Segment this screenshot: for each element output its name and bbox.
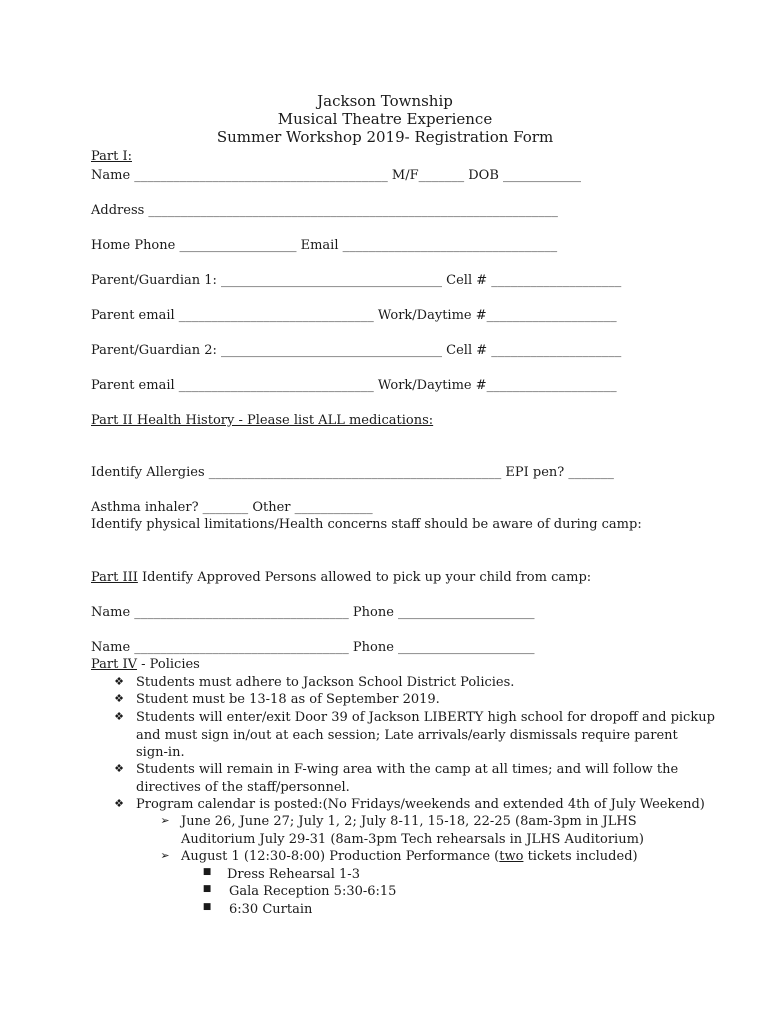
header-township: Jackson Township <box>317 92 453 110</box>
header-program: Musical Theatre Experience <box>277 110 493 128</box>
calendar-dates-line1: June 26, June 27; July 1, 2; July 8-11, 15-18, 22-25 (8am-3pm in JLHS <box>181 814 637 829</box>
calendar-dates-line2: Auditorium July 29-31 (8am-3pm Tech rehearsals in JLHS Auditorium) <box>181 832 644 847</box>
part4-text: - Policies <box>137 657 200 672</box>
schedule-item-curtain: 6:30 Curtain <box>229 902 313 917</box>
schedule-item-gala-reception: Gala Reception 5:30-6:15 <box>229 884 397 899</box>
asthma-line: Asthma inhaler? _______ Other ____________ <box>91 500 373 515</box>
arrow-bullet-icon: ➢ <box>160 814 170 827</box>
approved-person1-line: Name _________________________________ Phone _____________________ <box>91 605 535 620</box>
part2-label: Part II Health History - Please list ALL medications: <box>91 413 434 428</box>
performance-text-c: tickets included) <box>523 849 638 864</box>
part1-label: Part I: <box>91 149 132 164</box>
policy-bullet-5: Program calendar is posted:(No Fridays/weekends and extended 4th of July Weekend) <box>136 797 705 812</box>
square-bullet-icon: ■ <box>202 902 212 912</box>
policy-bullet-1: Students must adhere to Jackson School District Policies. <box>136 675 515 690</box>
allergies-line: Identify Allergies _____________________________________________ EPI pen? _______ <box>91 465 614 480</box>
diamond-bullet-icon: ❖ <box>114 692 124 705</box>
policy-bullet-3-line1: Students will enter/exit Door 39 of Jackson LIBERTY high school for dropoff and pickup <box>136 710 715 725</box>
guardian1-line: Parent/Guardian 1: __________________________________ Cell # ____________________ <box>91 273 622 288</box>
schedule-item-dress-rehearsal: Dress Rehearsal 1-3 <box>227 867 360 882</box>
diamond-bullet-icon: ❖ <box>114 710 124 723</box>
policy-bullet-4-line1: Students will remain in F-wing area with the camp at all times; and will follow the <box>136 762 679 777</box>
square-bullet-icon: ■ <box>202 884 212 894</box>
part4-heading <box>91 657 200 673</box>
name-field-line: Name _______________________________________ M/F_______ DOB ____________ <box>91 168 582 183</box>
arrow-bullet-icon: ➢ <box>160 849 170 862</box>
parent-email2-line: Parent email ______________________________ Work/Daytime #____________________ <box>91 378 617 393</box>
performance-text-two: two <box>499 849 524 864</box>
part4-label: Part IV <box>91 657 138 672</box>
part3-heading <box>91 570 591 586</box>
policy-bullet-3-line2: and must sign in/out at each session; Late arrivals/early dismissals require parent <box>136 728 678 743</box>
policy-bullet-4-line2: directives of the staff/personnel. <box>136 780 350 795</box>
home-phone-email-line: Home Phone __________________ Email _________________________________ <box>91 238 558 253</box>
performance-text-a: August 1 (12:30-8:00) Production Performance ( <box>181 849 500 864</box>
approved-person2-line: Name _________________________________ Phone _____________________ <box>91 640 535 655</box>
diamond-bullet-icon: ❖ <box>114 675 124 688</box>
policy-bullet-3-line3: sign-in. <box>136 745 185 760</box>
square-bullet-icon: ■ <box>202 867 212 877</box>
address-field-line: Address _______________________________________________________________ <box>91 203 558 218</box>
parent-email1-line: Parent email ______________________________ Work/Daytime #____________________ <box>91 308 617 323</box>
limitations-line: Identify physical limitations/Health concerns staff should be aware of during camp: <box>91 517 642 532</box>
part3-label: Part III <box>91 570 138 585</box>
diamond-bullet-icon: ❖ <box>114 797 124 810</box>
part3-text: Identify Approved Persons allowed to pick up your child from camp: <box>137 570 592 585</box>
diamond-bullet-icon: ❖ <box>114 762 124 775</box>
form-header <box>0 92 770 146</box>
policy-bullet-2: Student must be 13-18 as of September 2019. <box>136 692 440 707</box>
production-performance-line <box>181 848 638 866</box>
header-form-title: Summer Workshop 2019- Registration Form <box>216 128 554 146</box>
guardian2-line: Parent/Guardian 2: __________________________________ Cell # ____________________ <box>91 343 622 358</box>
